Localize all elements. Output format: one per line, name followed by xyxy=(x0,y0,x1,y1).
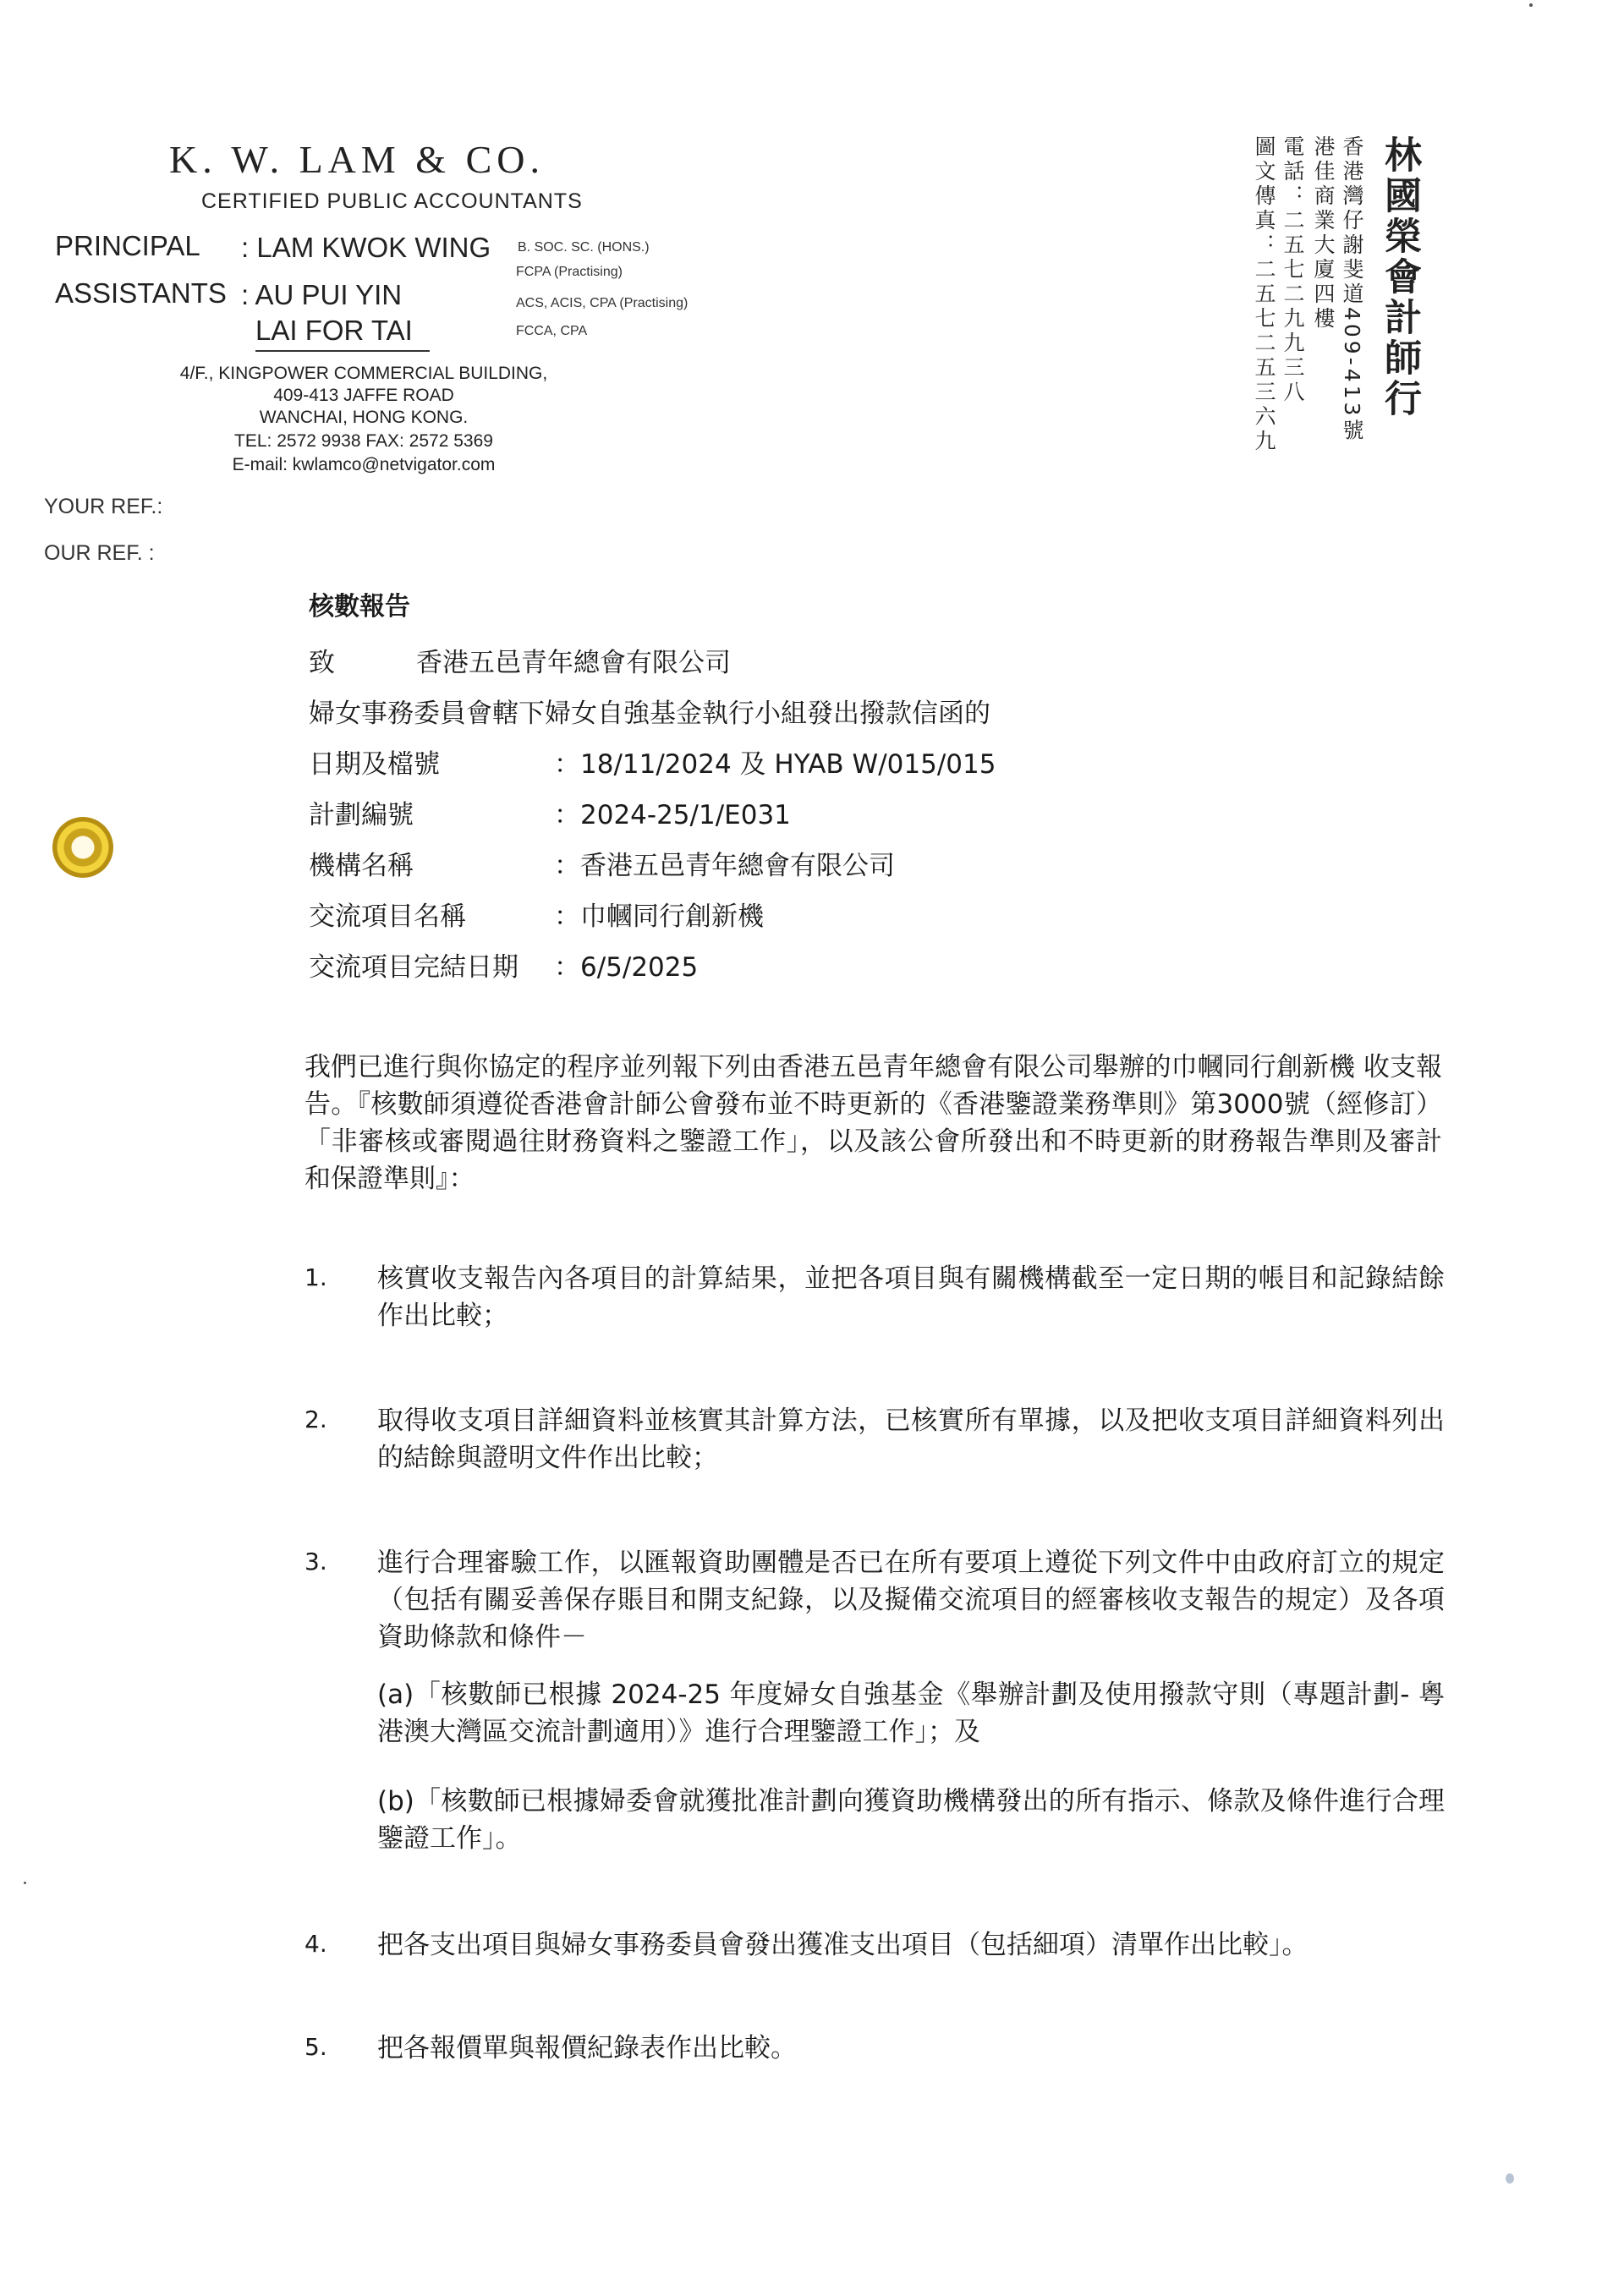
assistant-1-name: : AU PUI YIN xyxy=(241,279,403,310)
scan-speck xyxy=(24,1882,26,1884)
scan-speck xyxy=(1506,2173,1514,2184)
report-title: 核數報告 xyxy=(309,592,410,622)
item-3-sub-a: (a)「核數師已根據 2024-25 年度婦女自強基金《舉辦計劃及使用撥款守則（專題計劃- 粵港澳大灣區交流計劃適用）》進行合理鑒證工作」；及 xyxy=(377,1680,1445,1747)
scan-speck xyxy=(1529,3,1533,7)
assistants-label: ASSISTANTS xyxy=(55,277,227,309)
field-label-project-no: 計劃編號 xyxy=(309,800,414,830)
field-value-org-name: ：香港五邑青年總會有限公司 xyxy=(554,851,895,881)
principal-name: : LAM KWOK WING xyxy=(241,232,491,263)
letter-line: 婦女事務委員會轄下婦女自強基金執行小組發出撥款信函的 xyxy=(309,699,990,729)
firm-subtitle: CERTIFIED PUBLIC ACCOUNTANTS xyxy=(201,189,583,213)
binder-hole xyxy=(52,817,113,878)
assistant-1-qualification: ACS, ACIS, CPA (Practising) xyxy=(516,296,689,310)
field-label-exchange-name: 交流項目名稱 xyxy=(309,901,466,932)
item-4-number: 4. xyxy=(304,1930,327,1958)
to-label: 致 xyxy=(309,648,335,678)
address-line-3: WANCHAI, HONG KONG. xyxy=(259,408,469,427)
assistant-2-name: LAI FOR TAI xyxy=(255,315,430,352)
cn-firm-name: 林國榮會計師行 xyxy=(1378,135,1421,419)
item-4-text: 把各支出項目與婦女事務委員會發出獲准支出項目（包括細項）清單作出比較」。 xyxy=(377,1930,1309,1960)
field-label-org-name: 機構名稱 xyxy=(309,851,414,881)
item-3-text: 進行合理審驗工作，以匯報資助團體是否已在所有要項上遵從下列文件中由政府訂立的規定（包括有關妥善保存賬目和開支紀錄，以及擬備交流項目的經審核收支報告的規定）及各項資助條款和條件－ xyxy=(377,1548,1445,1652)
item-1-number: 1. xyxy=(304,1263,327,1291)
our-ref: OUR REF. : xyxy=(44,541,155,565)
cn-tel: 電話：二五七二九九三八 xyxy=(1281,135,1305,405)
field-value-exchange-name: ：巾幗同行創新機 xyxy=(554,901,764,932)
field-label-end-date: 交流項目完結日期 xyxy=(309,952,518,983)
address-line-1: 4/F., KINGPOWER COMMERCIAL BUILDING, xyxy=(179,364,548,383)
to-name: 香港五邑青年總會有限公司 xyxy=(416,648,731,678)
field-value-end-date: ：6/5/2025 xyxy=(554,952,699,983)
item-3-sub-b: (b)「核數師已根據婦委會就獲批准計劃向獲資助機構發出的所有指示、條款及條件進行合理鑒證工作」。 xyxy=(377,1786,1445,1854)
item-2-number: 2. xyxy=(304,1406,327,1433)
cn-fax: 圖文傳真：二五七二五三六九 xyxy=(1252,135,1276,454)
assistant-2-qualification: FCCA, CPA xyxy=(516,324,588,338)
your-ref: YOUR REF.: xyxy=(44,495,163,518)
item-5-number: 5. xyxy=(304,2033,327,2061)
tel-fax: TEL: 2572 9938 FAX: 2572 5369 xyxy=(234,431,493,451)
field-value-date-file: ：18/11/2024 及 HYAB W/015/015 xyxy=(554,749,996,780)
firm-name: K. W. LAM & CO. xyxy=(169,138,545,181)
intro-paragraph: 我們已進行與你協定的程序並列報下列由香港五邑青年總會有限公司舉辦的巾幗同行創新機 收支報告。『核數師須遵從香港會計師公會發布並不時更新的《香港鑒證業務準則》第3000號（經修訂）「非審核或審閱過往財務資料之鑒證工作」，以及該公會所發出和不時更新的財務報告準則及審計和保證準則』： xyxy=(304,1052,1442,1194)
field-label-date-file: 日期及檔號 xyxy=(309,749,440,780)
principal-qualification-2: FCPA (Practising) xyxy=(516,265,623,279)
email: E-mail: kwlamco@netvigator.com xyxy=(232,455,496,474)
item-5-text: 把各報價單與報價紀錄表作出比較。 xyxy=(377,2033,797,2063)
item-1-text: 核實收支報告內各項目的計算結果，並把各項目與有關機構截至一定日期的帳目和記錄結餘作出比較； xyxy=(377,1263,1445,1331)
address-line-2: 409-413 JAFFE ROAD xyxy=(273,386,454,405)
item-2-text: 取得收支項目詳細資料並核實其計算方法，已核實所有單據，以及把收支項目詳細資料列出的結餘與證明文件作出比較； xyxy=(377,1406,1445,1473)
field-value-project-no: ：2024-25/1/E031 xyxy=(554,800,791,830)
item-3-number: 3. xyxy=(304,1548,327,1575)
principal-qualification-1: B. SOC. SC. (HONS.) xyxy=(518,240,650,255)
cn-address-2: 港佳商業大廈四樓 xyxy=(1311,135,1336,332)
principal-label: PRINCIPAL xyxy=(55,230,200,261)
cn-address-1: 香港灣仔謝斐道409-413號 xyxy=(1340,135,1364,444)
